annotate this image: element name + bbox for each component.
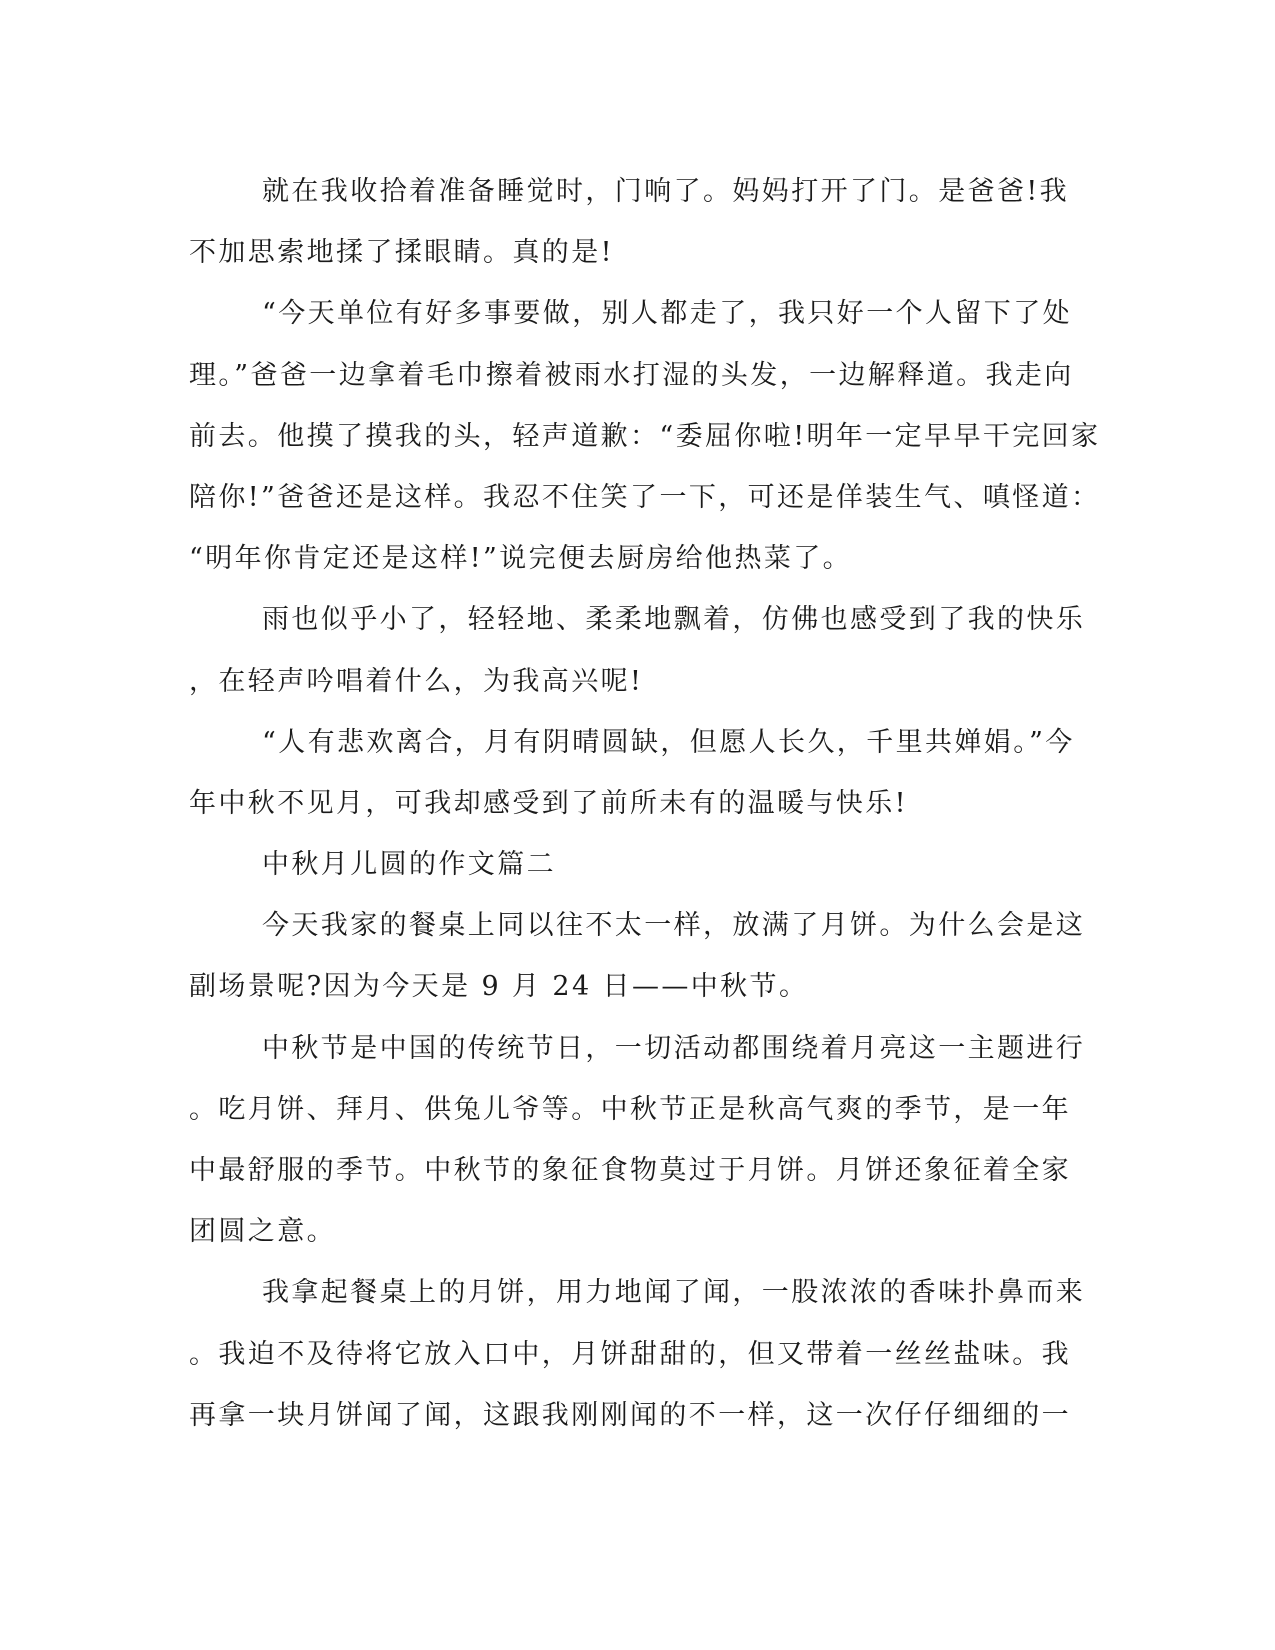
text-line: 前去。他摸了摸我的头，轻声道歉：“委屈你啦!明年一定早早干完回家: [189, 420, 1101, 452]
text-line: 。吃月饼、拜月、供兔儿爷等。中秋节正是秋高气爽的季节，是一年: [189, 1093, 1071, 1125]
text-line: 雨也似乎小了，轻轻地、柔柔地飘着，仿佛也感受到了我的快乐: [262, 604, 1086, 636]
text-line: 不加思索地揉了揉眼睛。真的是!: [189, 237, 614, 269]
text-line: 副场景呢?因为今天是 9 月 24 日——中秋节。: [189, 971, 809, 1003]
text-line: 中秋节是中国的传统节日，一切活动都围绕着月亮这一主题进行: [262, 1032, 1086, 1064]
text-line: 理。”爸爸一边拿着毛巾擦着被雨水打湿的头发，一边解释道。我走向: [189, 359, 1074, 391]
text-line: 我拿起餐桌上的月饼，用力地闻了闻，一股浓浓的香味扑鼻而来: [262, 1277, 1086, 1309]
text-line: 团圆之意。: [189, 1216, 336, 1248]
text-line: 。我迫不及待将它放入口中，月饼甜甜的，但又带着一丝丝盐味。我: [189, 1338, 1071, 1370]
text-line: 就在我收拾着准备睡觉时，门响了。妈妈打开了门。是爸爸!我: [262, 176, 1070, 207]
text-body: [189, 161, 1101, 1446]
text-line: 陪你!”爸爸还是这样。我忍不住笑了一下，可还是佯装生气、嗔怪道：: [189, 481, 1101, 513]
text-line: 今天我家的餐桌上同以往不太一样，放满了月饼。为什么会是这: [262, 910, 1086, 942]
text-line: “明年你肯定还是这样!”说完便去厨房给他热菜了。: [189, 543, 853, 575]
section-heading: 中秋月儿圆的作文篇二: [262, 849, 556, 881]
text-line: ，在轻声吟唱着什么，为我高兴呢!: [189, 665, 644, 697]
text-line: “人有悲欢离合，月有阴晴圆缺，但愿人长久，千里共婵娟。”今: [262, 726, 1075, 758]
text-line: 再拿一块月饼闻了闻，这跟我刚刚闻的不一样，这一次仔仔细细的一: [189, 1399, 1071, 1431]
text-line: “今天单位有好多事要做，别人都走了，我只好一个人留下了处: [262, 298, 1073, 330]
text-line: 中最舒服的季节。中秋节的象征食物莫过于月饼。月饼还象征着全家: [189, 1155, 1071, 1186]
text-line: 年中秋不见月，可我却感受到了前所未有的温暖与快乐!: [189, 787, 908, 819]
